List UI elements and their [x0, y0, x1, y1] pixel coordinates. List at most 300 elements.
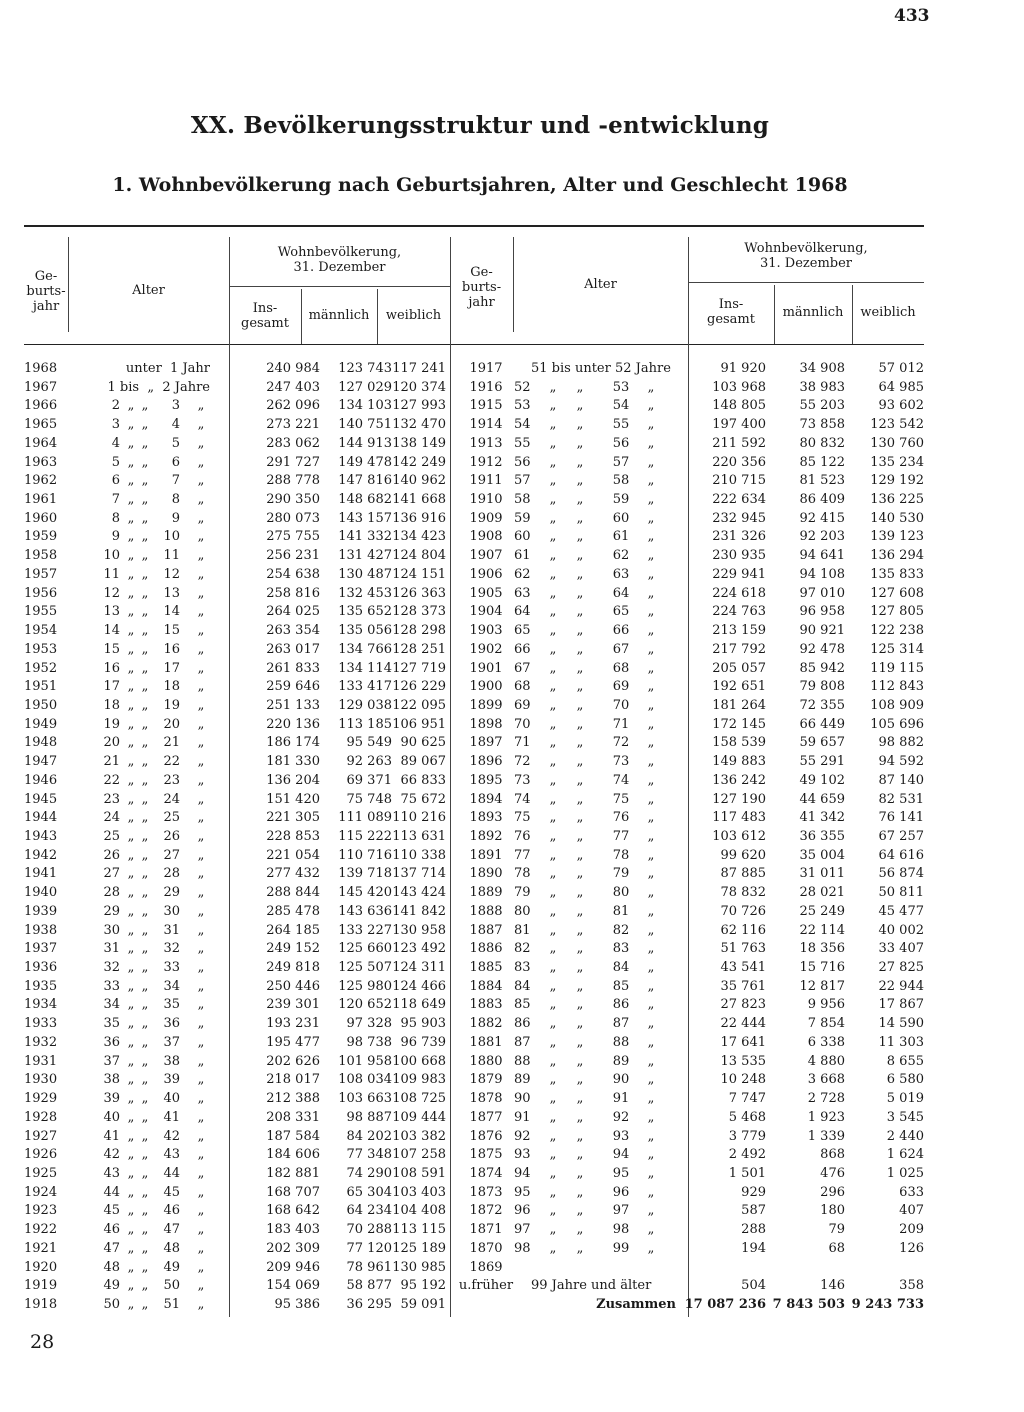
- age-to-cell: 14: [163, 604, 180, 620]
- age-to-cell: 30: [163, 903, 180, 919]
- ditto-mark: „: [647, 623, 655, 639]
- female-cell: 128 251: [392, 641, 446, 657]
- birth-year-cell: u.früher: [458, 1278, 514, 1294]
- birth-year-cell: 1954: [24, 623, 58, 639]
- male-cell: 97 328: [346, 1016, 392, 1032]
- male-cell: 7 854: [807, 1016, 845, 1032]
- ditto-mark: „: [127, 473, 135, 489]
- table-row: [24, 829, 924, 848]
- male-cell: 108 034: [338, 1072, 392, 1088]
- age-from-cell: 62: [514, 566, 531, 582]
- female-cell: 134 423: [392, 529, 446, 545]
- age-from-cell: 5: [111, 454, 120, 470]
- female-cell: 100 668: [392, 1053, 446, 1069]
- header-geburtsjahr-right: Ge- burts- jahr: [461, 265, 502, 310]
- age-from-cell: 20: [103, 735, 120, 751]
- male-cell: 145 420: [338, 885, 392, 901]
- male-cell: 134 103: [338, 398, 392, 414]
- female-cell: 123 542: [870, 417, 924, 433]
- age-from-cell: 81: [514, 922, 531, 938]
- age-to-cell: 79: [612, 866, 630, 882]
- age-from-cell: 25: [103, 829, 120, 844]
- total-cell: 151 420: [266, 791, 320, 807]
- total-cell: 929: [741, 1184, 766, 1200]
- female-cell: 125 189: [392, 1240, 446, 1256]
- ditto-mark: „: [197, 1240, 205, 1256]
- ditto-mark: „: [141, 492, 149, 508]
- male-cell: 111 089: [338, 810, 392, 826]
- age-to-cell: 5: [171, 435, 180, 451]
- ditto-mark: „: [647, 829, 655, 844]
- age-to-cell: 8: [171, 492, 180, 508]
- ditto-mark: „: [549, 398, 557, 414]
- age-to-cell: 48: [163, 1240, 180, 1256]
- age-from-cell: 18: [103, 697, 120, 713]
- male-cell: 69 371: [346, 772, 392, 788]
- female-cell: 98 882: [878, 735, 924, 751]
- ditto-mark: „: [576, 1222, 584, 1238]
- ditto-mark: „: [647, 810, 655, 826]
- header-insgesamt-right: Ins- gesamt: [707, 297, 755, 327]
- ditto-mark: „: [576, 604, 584, 620]
- birth-year-cell: 1920: [24, 1259, 58, 1275]
- female-cell: 66 833: [400, 772, 446, 788]
- age-to-cell: 63: [612, 566, 630, 582]
- age-to-cell: 55: [612, 417, 630, 433]
- ditto-mark: „: [141, 1034, 149, 1050]
- table-title: 1. Wohnbevölkerung nach Geburtsjahren, Alter und Geschlecht 1968: [112, 174, 848, 196]
- ditto-mark: „: [576, 960, 584, 976]
- age-to-cell: 62: [612, 548, 630, 564]
- ditto-mark: „: [197, 398, 205, 414]
- ditto-mark: „: [647, 791, 655, 807]
- total-cell: 258 816: [266, 585, 320, 601]
- table-top-rule: [24, 225, 924, 227]
- ditto-mark: „: [576, 435, 584, 451]
- female-cell: 112 843: [870, 679, 924, 695]
- birth-year-cell: 1952: [24, 660, 58, 676]
- male-cell: 65 304: [346, 1184, 392, 1200]
- age-to-cell: 93: [612, 1128, 630, 1144]
- female-cell: 141 842: [392, 903, 446, 919]
- female-cell: 130 760: [870, 435, 924, 451]
- age-to-cell: 45: [163, 1184, 180, 1200]
- total-cell: 249 152: [266, 941, 320, 957]
- male-cell: 149 478: [338, 454, 392, 470]
- age-to-cell: 16: [163, 641, 180, 657]
- female-cell: 6 580: [886, 1072, 924, 1088]
- age-to-cell: 73: [612, 754, 630, 770]
- ditto-mark: „: [127, 1278, 135, 1294]
- table-row: [24, 567, 924, 586]
- birth-year-cell: 1887: [469, 922, 503, 938]
- birth-year-cell: 1928: [24, 1109, 58, 1125]
- ditto-mark: „: [127, 492, 135, 508]
- ditto-mark: „: [197, 829, 205, 844]
- female-cell: 1 624: [886, 1147, 924, 1163]
- ditto-mark: „: [141, 978, 149, 994]
- age-cell: Zusammen: [596, 1297, 676, 1312]
- total-cell: 229 941: [712, 566, 766, 582]
- ditto-mark: „: [141, 1222, 149, 1238]
- male-cell: 129 038: [338, 697, 392, 713]
- age-from-cell: 96: [514, 1203, 531, 1219]
- age-to-cell: 64: [612, 585, 630, 601]
- birth-year-cell: 1873: [469, 1184, 503, 1200]
- ditto-mark: „: [647, 735, 655, 751]
- ditto-mark: „: [549, 791, 557, 807]
- ditto-mark: „: [549, 960, 557, 976]
- total-cell: 7 747: [728, 1091, 766, 1107]
- ditto-mark: „: [647, 454, 655, 470]
- birth-year-cell: 1953: [24, 641, 58, 657]
- ditto-mark: „: [549, 454, 557, 470]
- birth-year-cell: 1924: [24, 1184, 58, 1200]
- age-from-cell: 35: [103, 1016, 120, 1032]
- female-cell: 209: [899, 1222, 924, 1238]
- age-to-cell: 78: [612, 847, 630, 863]
- ditto-mark: „: [549, 922, 557, 938]
- age-to-cell: 75: [612, 791, 630, 807]
- male-cell: 92 478: [799, 641, 845, 657]
- age-to-cell: 96: [612, 1184, 630, 1200]
- birth-year-cell: 1965: [24, 417, 58, 433]
- birth-year-cell: 1959: [24, 529, 58, 545]
- female-cell: 141 668: [392, 492, 446, 508]
- male-cell: 74 290: [346, 1165, 392, 1181]
- female-cell: 129 192: [870, 473, 924, 489]
- age-from-cell: 24: [103, 810, 120, 826]
- female-cell: 126 229: [392, 679, 446, 695]
- ditto-mark: „: [197, 960, 205, 976]
- total-cell: 250 446: [266, 978, 320, 994]
- age-from-cell: 95: [514, 1184, 531, 1200]
- age-to-cell: 25: [163, 810, 180, 826]
- male-cell: 79 808: [799, 679, 845, 695]
- ditto-mark: „: [127, 566, 135, 582]
- total-cell: 2 492: [728, 1147, 766, 1163]
- birth-year-cell: 1925: [24, 1165, 58, 1181]
- male-cell: 34 908: [799, 361, 845, 376]
- female-cell: 135 234: [870, 454, 924, 470]
- table-row: [24, 1054, 924, 1073]
- male-cell: 3 668: [807, 1072, 845, 1088]
- total-cell: 51 763: [720, 941, 766, 957]
- table-row: [24, 1297, 924, 1316]
- birth-year-cell: 1939: [24, 903, 58, 919]
- male-cell: 94 641: [799, 548, 845, 564]
- ditto-mark: „: [576, 772, 584, 788]
- female-cell: 139 123: [870, 529, 924, 545]
- total-cell: 78 832: [720, 885, 766, 901]
- ditto-mark: „: [141, 510, 149, 526]
- ditto-mark: „: [576, 997, 584, 1013]
- age-to-cell: 58: [612, 473, 630, 489]
- ditto-mark: „: [576, 1165, 584, 1181]
- birth-year-cell: 1875: [469, 1147, 503, 1163]
- age-from-cell: 61: [514, 548, 531, 564]
- male-cell: 15 716: [799, 960, 845, 976]
- ditto-mark: „: [197, 735, 205, 751]
- table-row: [24, 810, 924, 829]
- ditto-mark: „: [197, 1278, 205, 1294]
- table-row: [24, 473, 924, 492]
- ditto-mark: „: [127, 1147, 135, 1163]
- age-to-cell: 77: [612, 829, 630, 844]
- female-cell: 136 294: [870, 548, 924, 564]
- age-to-cell: 83: [612, 941, 630, 957]
- age-from-cell: 82: [514, 941, 531, 957]
- header-alter-left: Alter: [132, 283, 165, 298]
- age-from-cell: 38: [103, 1072, 120, 1088]
- age-from-cell: 53: [514, 398, 531, 414]
- age-to-cell: 9: [171, 510, 180, 526]
- age-cell: 51 bis unter 52 Jahre: [531, 361, 671, 376]
- female-cell: 93 602: [878, 398, 924, 414]
- ditto-mark: „: [549, 847, 557, 863]
- total-cell: 172 145: [712, 716, 766, 732]
- ditto-mark: „: [576, 566, 584, 582]
- ditto-mark: „: [647, 1091, 655, 1107]
- female-cell: 11 303: [878, 1034, 924, 1050]
- age-from-cell: 30: [103, 922, 120, 938]
- ditto-mark: „: [576, 660, 584, 676]
- age-to-cell: 56: [612, 435, 630, 451]
- male-cell: 97 010: [799, 585, 845, 601]
- age-from-cell: 14: [103, 623, 120, 639]
- birth-year-cell: 1888: [469, 903, 503, 919]
- total-cell: 186 174: [266, 735, 320, 751]
- ditto-mark: „: [127, 697, 135, 713]
- female-cell: 126: [899, 1240, 924, 1256]
- male-cell: 120 652: [338, 997, 392, 1013]
- female-cell: 108 725: [392, 1091, 446, 1107]
- total-cell: 205 057: [712, 660, 766, 676]
- ditto-mark: „: [549, 1184, 557, 1200]
- table-row: [24, 792, 924, 811]
- ditto-mark: „: [576, 941, 584, 957]
- age-to-cell: 98: [612, 1222, 630, 1238]
- ditto-mark: „: [549, 1147, 557, 1163]
- male-cell: 96 958: [799, 604, 845, 620]
- birth-year-cell: 1946: [24, 772, 58, 788]
- age-from-cell: 50: [103, 1297, 120, 1312]
- ditto-mark: „: [197, 548, 205, 564]
- ditto-mark: „: [197, 529, 205, 545]
- ditto-mark: „: [197, 623, 205, 639]
- age-from-cell: 8: [111, 510, 120, 526]
- table-row: [24, 361, 924, 380]
- female-cell: 87 140: [878, 772, 924, 788]
- age-to-cell: 32: [163, 941, 180, 957]
- ditto-mark: „: [197, 903, 205, 919]
- male-cell: 9 956: [807, 997, 845, 1013]
- male-cell: 110 716: [338, 847, 392, 863]
- ditto-mark: „: [576, 1128, 584, 1144]
- ditto-mark: „: [647, 960, 655, 976]
- ditto-mark: „: [197, 1109, 205, 1125]
- female-cell: 108 909: [870, 697, 924, 713]
- age-to-cell: 42: [163, 1128, 180, 1144]
- birth-year-cell: 1934: [24, 997, 58, 1013]
- birth-year-cell: 1897: [469, 735, 503, 751]
- total-cell: 27 823: [720, 997, 766, 1013]
- female-cell: 358: [899, 1278, 924, 1294]
- male-cell: 85 122: [799, 454, 845, 470]
- age-cell: unter 1 Jahr: [125, 361, 210, 376]
- ditto-mark: „: [197, 1165, 205, 1181]
- total-cell: 91 920: [720, 361, 766, 376]
- ditto-mark: „: [576, 847, 584, 863]
- male-cell: 132 453: [338, 585, 392, 601]
- ditto-mark: „: [549, 566, 557, 582]
- total-cell: 263 017: [266, 641, 320, 657]
- birth-year-cell: 1938: [24, 922, 58, 938]
- total-cell: 181 330: [266, 754, 320, 770]
- ditto-mark: „: [549, 1072, 557, 1088]
- birth-year-cell: 1901: [469, 660, 503, 676]
- ditto-mark: „: [141, 1016, 149, 1032]
- ditto-mark: „: [647, 1016, 655, 1032]
- table-row: [24, 1072, 924, 1091]
- male-cell: 36 295: [346, 1297, 392, 1312]
- ditto-mark: „: [647, 473, 655, 489]
- age-to-cell: 44: [163, 1165, 180, 1181]
- age-to-cell: 13: [163, 585, 180, 601]
- total-cell: 288 844: [266, 885, 320, 901]
- ditto-mark: „: [197, 454, 205, 470]
- total-cell: 158 539: [712, 735, 766, 751]
- ditto-mark: „: [197, 1091, 205, 1107]
- age-from-cell: 12: [103, 585, 120, 601]
- total-cell: 103 612: [712, 829, 766, 844]
- ditto-mark: „: [197, 885, 205, 901]
- female-cell: 135 833: [870, 566, 924, 582]
- ditto-mark: „: [127, 978, 135, 994]
- ditto-mark: „: [549, 379, 557, 395]
- birth-year-cell: 1906: [469, 566, 503, 582]
- female-cell: 127 719: [392, 660, 446, 676]
- age-from-cell: 78: [514, 866, 531, 882]
- ditto-mark: „: [141, 1128, 149, 1144]
- birth-year-cell: 1948: [24, 735, 58, 751]
- table-row: [24, 380, 924, 399]
- table-row: [24, 1110, 924, 1129]
- male-cell: 134 114: [338, 660, 392, 676]
- ditto-mark: „: [549, 641, 557, 657]
- ditto-mark: „: [197, 716, 205, 732]
- ditto-mark: „: [197, 1016, 205, 1032]
- age-from-cell: 41: [103, 1128, 120, 1144]
- total-cell: 195 477: [266, 1034, 320, 1050]
- age-to-cell: 20: [163, 716, 180, 732]
- total-cell: 13 535: [720, 1053, 766, 1069]
- total-cell: 202 626: [266, 1053, 320, 1069]
- birth-year-cell: 1967: [24, 379, 58, 395]
- ditto-mark: „: [141, 1147, 149, 1163]
- ditto-mark: „: [549, 997, 557, 1013]
- ditto-mark: „: [127, 1240, 135, 1256]
- ditto-mark: „: [127, 679, 135, 695]
- ditto-mark: „: [127, 1053, 135, 1069]
- male-cell: 125 507: [338, 960, 392, 976]
- age-from-cell: 67: [514, 660, 531, 676]
- female-cell: 117 241: [392, 361, 446, 376]
- total-cell: 95 386: [274, 1297, 320, 1312]
- male-cell: 140 751: [338, 417, 392, 433]
- ditto-mark: „: [141, 903, 149, 919]
- ditto-mark: „: [141, 566, 149, 582]
- age-to-cell: 6: [171, 454, 180, 470]
- table-row: [24, 623, 924, 642]
- birth-year-cell: 1915: [469, 398, 503, 414]
- ditto-mark: „: [549, 903, 557, 919]
- ditto-mark: „: [127, 510, 135, 526]
- birth-year-cell: 1944: [24, 810, 58, 826]
- female-cell: 5 019: [886, 1091, 924, 1107]
- ditto-mark: „: [141, 398, 149, 414]
- total-cell: 264 185: [266, 922, 320, 938]
- ditto-mark: „: [647, 566, 655, 582]
- table-row: [24, 492, 924, 511]
- male-cell: 31 011: [799, 866, 845, 882]
- ditto-mark: „: [647, 697, 655, 713]
- age-from-cell: 52: [514, 379, 531, 395]
- ditto-mark: „: [197, 1184, 205, 1200]
- age-to-cell: 33: [163, 960, 180, 976]
- ditto-mark: „: [127, 866, 135, 882]
- birth-year-cell: 1961: [24, 492, 58, 508]
- age-to-cell: 82: [612, 922, 630, 938]
- age-to-cell: 35: [163, 997, 180, 1013]
- male-cell: 36 355: [799, 829, 845, 844]
- ditto-mark: „: [197, 1072, 205, 1088]
- age-from-cell: 17: [103, 679, 120, 695]
- birth-year-cell: 1884: [469, 978, 503, 994]
- ditto-mark: „: [549, 492, 557, 508]
- ditto-mark: „: [647, 1222, 655, 1238]
- birth-year-cell: 1869: [469, 1259, 503, 1275]
- table-row: [24, 1241, 924, 1260]
- birth-year-cell: 1950: [24, 697, 58, 713]
- age-from-cell: 60: [514, 529, 531, 545]
- ditto-mark: „: [549, 697, 557, 713]
- female-cell: 2 440: [886, 1128, 924, 1144]
- female-cell: 45 477: [878, 903, 924, 919]
- table-header-rule: [24, 344, 924, 345]
- age-to-cell: 89: [612, 1053, 630, 1069]
- female-cell: 9 243 733: [851, 1297, 924, 1312]
- age-to-cell: 84: [612, 960, 630, 976]
- female-cell: 122 095: [392, 697, 446, 713]
- table-row: [24, 1091, 924, 1110]
- total-cell: 220 136: [266, 716, 320, 732]
- header-weiblich-right: weiblich: [860, 305, 916, 320]
- male-cell: 80 832: [799, 435, 845, 451]
- ditto-mark: „: [141, 829, 149, 844]
- ditto-mark: „: [647, 1053, 655, 1069]
- ditto-mark: „: [127, 1109, 135, 1125]
- ditto-mark: „: [549, 1203, 557, 1219]
- age-from-cell: 23: [103, 791, 120, 807]
- ditto-mark: „: [197, 679, 205, 695]
- table-row: [24, 923, 924, 942]
- total-cell: 168 642: [266, 1203, 320, 1219]
- age-to-cell: 97: [612, 1203, 630, 1219]
- female-cell: 89 067: [400, 754, 446, 770]
- age-to-cell: 65: [612, 604, 630, 620]
- birth-year-cell: 1909: [469, 510, 503, 526]
